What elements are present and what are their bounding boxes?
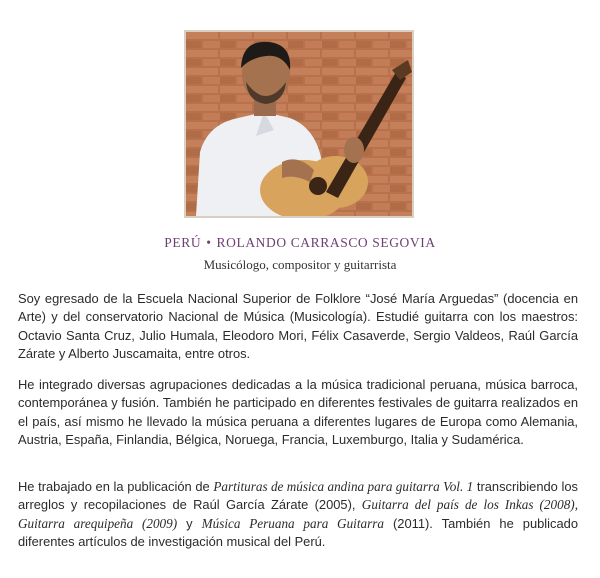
- separator-bullet: •: [206, 235, 212, 250]
- pub-text-3: y: [177, 515, 202, 531]
- bio-paragraph-education: Soy egresado de la Escuela Nacional Superior de Folklore “José María Arguedas” (docencia en Arte) y del conservatorio Nacional de Música (Musicología). Estudié guitarra con los maestros: Octavio Santa Cruz, Julio Humala, Eleodoro Mori, Félix Casaverde, Sergio Valdeos, Raúl García Zárate y Alberto Juscamaita, entre otros.: [18, 291, 578, 362]
- country-label: PERÚ: [164, 235, 202, 250]
- pub-title-2: Guitarra del país de los Inkas (2008), Guitarra arequipeña (2009): [18, 497, 578, 531]
- bio-paragraph-publications: [18, 478, 578, 552]
- guitarist-image: [186, 32, 412, 216]
- artist-subtitle: Musicólogo, compositor y guitarrista: [203, 257, 397, 272]
- bio-paragraph-career: He integrado diversas agrupaciones dedicadas a la música tradicional peruana, música barroca, contemporánea y fusión. También he participado en diferentes festivales de guitarra realizados en el país, así mismo he llevado la música peruana a diferentes lugares de Europa como Alemania, Austria, España, Finlandia, Bélgica, Noruega, Francia, Luxemburgo, Italia y Sudamérica.: [18, 377, 578, 448]
- artist-name: ROLANDO CARRASCO SEGOVIA: [216, 235, 436, 250]
- pub-text-1: He trabajado en la publicación de: [18, 479, 214, 494]
- portrait-photo: [184, 30, 414, 218]
- pub-text-2: transcribiendo los arreglos y recopilaciones de Raúl García Zárate (2005),: [18, 479, 578, 513]
- artist-heading: [0, 235, 600, 251]
- pub-title-1: Partituras de música andina para guitarra Vol. 1: [213, 479, 474, 494]
- pub-title-3: Música Peruana para Guitarra: [201, 515, 384, 531]
- pub-text-4: (2011). También he publicado diferentes artículos de investigación musical del Perú.: [18, 515, 578, 550]
